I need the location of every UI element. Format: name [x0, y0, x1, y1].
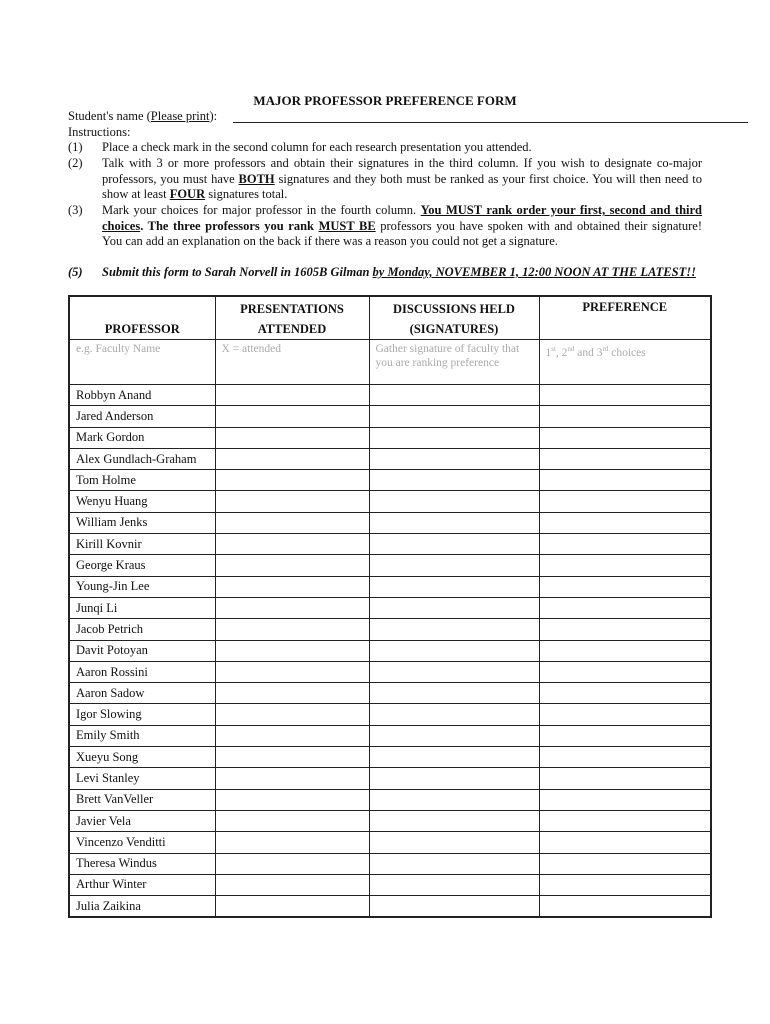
professor-name: William Jenks: [69, 512, 215, 533]
table-row: [69, 597, 711, 618]
table-row: [69, 768, 711, 789]
professor-name: Aaron Sadow: [69, 683, 215, 704]
attended-cell[interactable]: [215, 597, 369, 618]
preference-cell[interactable]: [539, 406, 711, 427]
signature-cell[interactable]: [369, 768, 539, 789]
preference-cell[interactable]: [539, 385, 711, 406]
table-row: [69, 385, 711, 406]
example-signature: Gather signature of faculty that you are ranking preference: [369, 340, 539, 385]
preference-cell[interactable]: [539, 725, 711, 746]
preference-cell[interactable]: [539, 768, 711, 789]
preference-cell[interactable]: [539, 427, 711, 448]
attended-cell[interactable]: [215, 683, 369, 704]
preference-cell[interactable]: [539, 491, 711, 512]
professor-name: Alex Gundlach-Graham: [69, 448, 215, 469]
preference-cell[interactable]: [539, 874, 711, 895]
signature-cell[interactable]: [369, 683, 539, 704]
example-attended: X = attended: [215, 340, 369, 385]
preference-cell[interactable]: [539, 448, 711, 469]
header-professor: PROFESSOR: [69, 296, 215, 340]
example-row: [69, 340, 711, 385]
signature-cell[interactable]: [369, 896, 539, 918]
attended-cell[interactable]: [215, 470, 369, 491]
preference-cell[interactable]: [539, 661, 711, 682]
attended-cell[interactable]: [215, 576, 369, 597]
preference-cell[interactable]: [539, 640, 711, 661]
table-header-row: [69, 296, 711, 340]
signature-cell[interactable]: [369, 619, 539, 640]
signature-cell[interactable]: [369, 853, 539, 874]
preference-cell[interactable]: [539, 704, 711, 725]
table-row: [69, 853, 711, 874]
professor-name: Theresa Windus: [69, 853, 215, 874]
professor-name: Wenyu Huang: [69, 491, 215, 512]
table-row: [69, 896, 711, 918]
professor-name: Junqi Li: [69, 597, 215, 618]
professor-table: [68, 295, 712, 918]
professor-name: George Kraus: [69, 555, 215, 576]
professor-name: Mark Gordon: [69, 427, 215, 448]
header-presentations: PRESENTATIONS ATTENDED: [215, 296, 369, 340]
preference-cell[interactable]: [539, 576, 711, 597]
header-preference: PREFERENCE: [539, 296, 711, 340]
table-row: [69, 683, 711, 704]
professor-name: Robbyn Anand: [69, 385, 215, 406]
professor-name: Vincenzo Venditti: [69, 832, 215, 853]
signature-cell[interactable]: [369, 704, 539, 725]
signature-cell[interactable]: [369, 385, 539, 406]
instruction-2: (2) Talk with 3 or more professors and obtain their signatures in the third column. If you wish to designate co-major professors, you must have BOTH signatures and they both must be ranked as your first choice. You will then need to show at least FOUR signatures total.: [68, 156, 702, 202]
professor-name: Julia Zaikina: [69, 896, 215, 918]
signature-cell[interactable]: [369, 534, 539, 555]
professor-name: Levi Stanley: [69, 768, 215, 789]
preference-cell[interactable]: [539, 832, 711, 853]
signature-cell[interactable]: [369, 406, 539, 427]
attended-cell[interactable]: [215, 555, 369, 576]
professor-name: Xueyu Song: [69, 747, 215, 768]
attended-cell[interactable]: [215, 896, 369, 918]
form-title: MAJOR PROFESSOR PREFERENCE FORM: [253, 93, 517, 108]
professor-name: Emily Smith: [69, 725, 215, 746]
instruction-5: (5) Submit this form to Sarah Norvell in 1605B Gilman by Monday, NOVEMBER 1, 12:00 NOON AT THE LATEST!!: [68, 265, 696, 279]
table-row: [69, 470, 711, 491]
example-preference: 1st, 2nd and 3rd choices: [539, 340, 711, 385]
preference-cell[interactable]: [539, 512, 711, 533]
table-row: [69, 576, 711, 597]
table-row: [69, 512, 711, 533]
student-name-field[interactable]: [233, 122, 748, 123]
signature-cell[interactable]: [369, 491, 539, 512]
professor-name: Kirill Kovnir: [69, 534, 215, 555]
signature-cell[interactable]: [369, 576, 539, 597]
professor-name: Jacob Petrich: [69, 619, 215, 640]
attended-cell[interactable]: [215, 874, 369, 895]
attended-cell[interactable]: [215, 385, 369, 406]
attended-cell[interactable]: [215, 832, 369, 853]
attended-cell[interactable]: [215, 619, 369, 640]
table-row: [69, 747, 711, 768]
table-row: [69, 427, 711, 448]
attended-cell[interactable]: [215, 789, 369, 810]
table-row: [69, 534, 711, 555]
attended-cell[interactable]: [215, 512, 369, 533]
attended-cell[interactable]: [215, 427, 369, 448]
attended-cell[interactable]: [215, 768, 369, 789]
preference-cell[interactable]: [539, 683, 711, 704]
attended-cell[interactable]: [215, 725, 369, 746]
preference-cell[interactable]: [539, 555, 711, 576]
table-row: [69, 704, 711, 725]
attended-cell[interactable]: [215, 534, 369, 555]
professor-name: Jared Anderson: [69, 406, 215, 427]
preference-cell[interactable]: [539, 896, 711, 918]
professor-name: Davit Potoyan: [69, 640, 215, 661]
attended-cell[interactable]: [215, 747, 369, 768]
signature-cell[interactable]: [369, 725, 539, 746]
signature-cell[interactable]: [369, 747, 539, 768]
signature-cell[interactable]: [369, 427, 539, 448]
professor-name: Igor Slowing: [69, 704, 215, 725]
professor-name: Brett VanVeller: [69, 789, 215, 810]
signature-cell[interactable]: [369, 512, 539, 533]
table-row: [69, 640, 711, 661]
signature-cell[interactable]: [369, 810, 539, 831]
student-name-label: Student's name (Please print):: [68, 109, 218, 123]
attended-cell[interactable]: [215, 853, 369, 874]
signature-cell[interactable]: [369, 832, 539, 853]
attended-cell[interactable]: [215, 406, 369, 427]
professor-name: Aaron Rossini: [69, 661, 215, 682]
preference-cell[interactable]: [539, 747, 711, 768]
table-row: [69, 491, 711, 512]
professor-name: Young-Jin Lee: [69, 576, 215, 597]
signature-cell[interactable]: [369, 597, 539, 618]
table-row: [69, 725, 711, 746]
table-row: [69, 619, 711, 640]
signature-cell[interactable]: [369, 640, 539, 661]
table-row: [69, 448, 711, 469]
professor-name: Tom Holme: [69, 470, 215, 491]
table-row: [69, 832, 711, 853]
professor-name: Arthur Winter: [69, 874, 215, 895]
professor-name: Javier Vela: [69, 810, 215, 831]
preference-cell[interactable]: [539, 619, 711, 640]
signature-cell[interactable]: [369, 555, 539, 576]
preference-cell[interactable]: [539, 853, 711, 874]
example-professor: e.g. Faculty Name: [69, 340, 215, 385]
preference-cell[interactable]: [539, 597, 711, 618]
table-row: [69, 789, 711, 810]
signature-cell[interactable]: [369, 874, 539, 895]
table-row: [69, 555, 711, 576]
preference-cell[interactable]: [539, 534, 711, 555]
signature-cell[interactable]: [369, 448, 539, 469]
header-discussions: DISCUSSIONS HELD (SIGNATURES): [369, 296, 539, 340]
instruction-1: (1) Place a check mark in the second column for each research presentation you attended.: [68, 140, 532, 154]
table-row: [69, 661, 711, 682]
signature-cell[interactable]: [369, 789, 539, 810]
table-row: [69, 810, 711, 831]
table-row: [69, 874, 711, 895]
attended-cell[interactable]: [215, 810, 369, 831]
attended-cell[interactable]: [215, 491, 369, 512]
instruction-3: (3) Mark your choices for major professor in the fourth column. You MUST rank order your first, second and third choices. The three professors you rank MUST BE professors you have spoken with and obtained their signature! You can add an explanation on the back if there was a reason you could not get a signature.: [68, 203, 702, 249]
attended-cell[interactable]: [215, 704, 369, 725]
attended-cell[interactable]: [215, 640, 369, 661]
preference-cell[interactable]: [539, 810, 711, 831]
attended-cell[interactable]: [215, 448, 369, 469]
preference-cell[interactable]: [539, 789, 711, 810]
table-row: [69, 406, 711, 427]
signature-cell[interactable]: [369, 470, 539, 491]
instructions-label: Instructions:: [68, 125, 131, 139]
signature-cell[interactable]: [369, 661, 539, 682]
attended-cell[interactable]: [215, 661, 369, 682]
preference-cell[interactable]: [539, 470, 711, 491]
